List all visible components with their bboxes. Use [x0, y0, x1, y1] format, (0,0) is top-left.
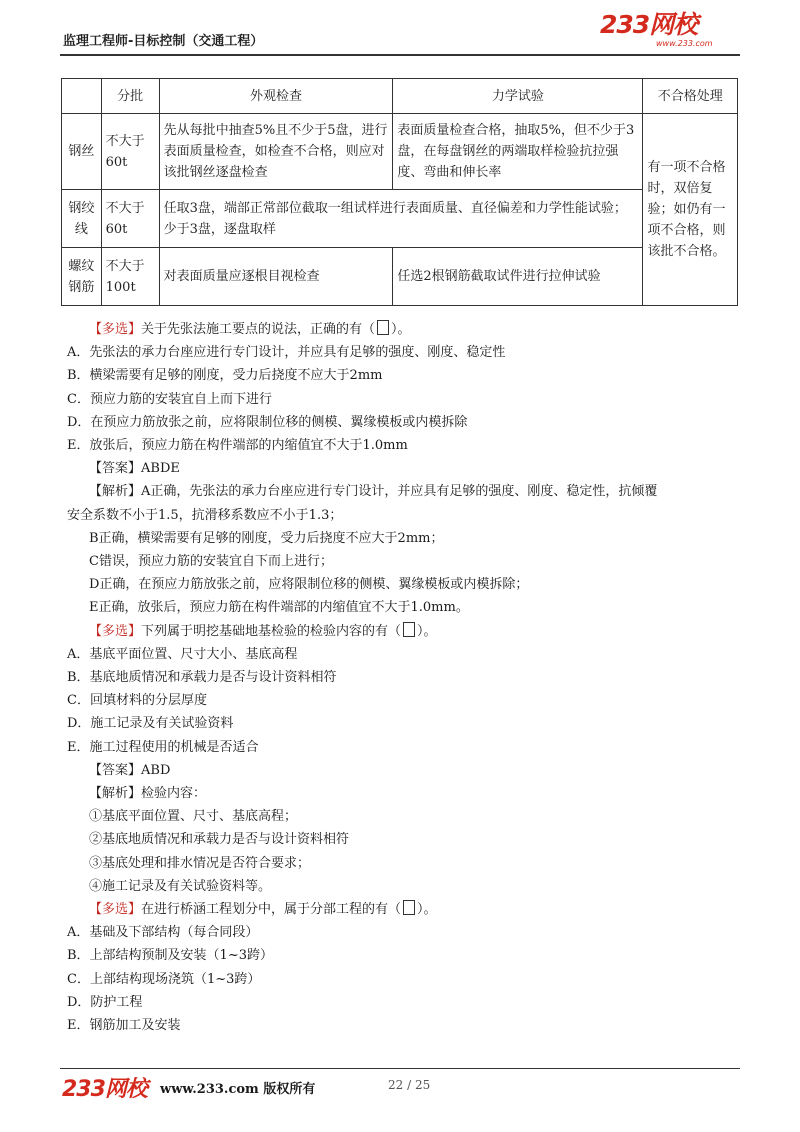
option-item: C．回填材料的分层厚度	[67, 693, 207, 709]
analysis-line: ①基底平面位置、尺寸、基底高程；	[89, 809, 298, 825]
brand-logo	[600, 12, 740, 52]
analysis-line: E正确，放张后，预应力筋在构件端部的内缩值宜不大于1.0mm。	[89, 600, 469, 616]
table-row	[62, 248, 738, 306]
option-item: C．上部结构现场浇筑（1~3跨）	[67, 971, 261, 987]
footer-copyright: www.233.com 版权所有	[160, 1082, 316, 1097]
analysis-line: 【解析】A正确，先张法的承力台座应进行专门设计，并应具有足够的强度、刚度、稳定性，抗倾覆	[89, 484, 658, 500]
option-item: E．施工过程使用的机械是否适合	[67, 739, 259, 755]
analysis-line: C错误，预应力筋的安装宜自下而上进行；	[89, 554, 333, 570]
table-row	[62, 190, 738, 248]
table-cell: 钢绞线	[62, 190, 102, 248]
analysis-line: 【解析】检验内容：	[89, 786, 207, 802]
analysis-line: 安全系数不小于1.5，抗滑移系数应不小于1.3；	[67, 507, 343, 523]
table-cell: 钢丝	[62, 114, 102, 190]
footer-divider	[60, 1068, 740, 1069]
option-item: A．基础及下部结构（每合同段）	[67, 925, 259, 941]
option-item: D．防护工程	[67, 994, 143, 1010]
table-cell: 有一项不合格时，双倍复验；如仍有一项不合格，则该批不合格。	[643, 114, 738, 306]
question-tag: 【多选】	[89, 902, 142, 918]
document-title: 监理工程师-目标控制（交通工程）	[63, 34, 264, 49]
page-number: 22 / 25	[388, 1078, 431, 1092]
column-header: 分批	[101, 79, 159, 114]
option-item: A．先张法的承力台座应进行专门设计，并应具有足够的强度、刚度、稳定性	[67, 345, 506, 361]
table-row	[62, 114, 738, 190]
inspection-table	[61, 78, 738, 306]
column-header	[62, 79, 102, 114]
analysis-line: ④施工记录及有关试验资料等。	[89, 878, 272, 894]
table-cell: 任选2根钢筋截取试件进行拉伸试验	[393, 248, 643, 306]
option-item: B．横梁需要有足够的刚度，受力后挠度不应大于2mm	[67, 368, 383, 384]
analysis-line: ③基底处理和排水情况是否符合要求；	[89, 855, 311, 871]
analysis-line: B正确，横梁需要有足够的刚度，受力后挠度不应大于2mm；	[89, 530, 444, 546]
table-cell: 不大于60t	[101, 190, 159, 248]
table-header-row	[62, 79, 738, 114]
question-stem: 【多选】下列属于明挖基础地基检验的检验内容的有（ ）。	[89, 623, 437, 639]
footer-logo: 233网校	[62, 1077, 147, 1102]
option-item: E．放张后，预应力筋在构件端部的内缩值宜不大于1.0mm	[67, 438, 408, 454]
column-header: 外观检查	[159, 79, 393, 114]
analysis-line: D正确，在预应力筋放张之前，应将限制位移的侧模、翼缘模板或内模拆除；	[89, 577, 529, 593]
table-cell: 表面质量检查合格，抽取5%，但不少于3盘，在每盘钢丝的两端取样检验抗拉强度、弯曲和伸长率	[393, 114, 643, 190]
question-tag: 【多选】	[89, 623, 142, 639]
option-item: D．施工记录及有关试验资料	[67, 716, 234, 732]
option-item: A．基底平面位置、尺寸大小、基底高程	[67, 646, 298, 662]
option-item: B．基底地质情况和承载力是否与设计资料相符	[67, 670, 337, 686]
table-cell: 对表面质量应逐根目视检查	[159, 248, 393, 306]
option-item: B．上部结构预制及安装（1~3跨）	[67, 948, 273, 964]
option-item: C．预应力筋的安装宜自上而下进行	[67, 391, 272, 407]
answer-blank	[403, 622, 415, 637]
column-header: 力学试验	[393, 79, 643, 114]
table-cell: 不大于60t	[101, 114, 159, 190]
answer-blank	[403, 900, 415, 915]
option-item: E．钢筋加工及安装	[67, 1018, 181, 1034]
logo-url: www.233.com	[656, 39, 713, 48]
answer-line: 【答案】ABD	[89, 762, 171, 778]
column-header: 不合格处理	[643, 79, 738, 114]
question-stem: 【多选】关于先张法施工要点的说法，正确的有（ ）。	[89, 322, 411, 337]
question-content	[67, 318, 747, 1037]
answer-blank	[377, 320, 389, 335]
header-divider	[60, 54, 740, 56]
table-cell: 螺纹钢筋	[62, 248, 102, 306]
table-cell: 任取3盘，端部正常部位截取一组试样进行表面质量、直径偏差和力学性能试验；少于3盘，逐盘取样	[159, 190, 643, 248]
logo-text: 233网校	[600, 10, 698, 39]
table-cell: 不大于100t	[101, 248, 159, 306]
question-tag: 【多选】	[89, 322, 142, 337]
question-stem: 【多选】在进行桥涵工程划分中，属于分部工程的有（ ）。	[89, 902, 437, 918]
answer-line: 【答案】ABDE	[89, 461, 180, 477]
option-item: D．在预应力筋放张之前，应将限制位移的侧模、翼缘模板或内模拆除	[67, 414, 468, 430]
table-cell: 先从每批中抽查5%且不少于5盘，进行表面质量检查，如检查不合格，则应对该批钢丝逐盘检查	[159, 114, 393, 190]
analysis-line: ②基底地质情况和承载力是否与设计资料相符	[89, 832, 350, 848]
